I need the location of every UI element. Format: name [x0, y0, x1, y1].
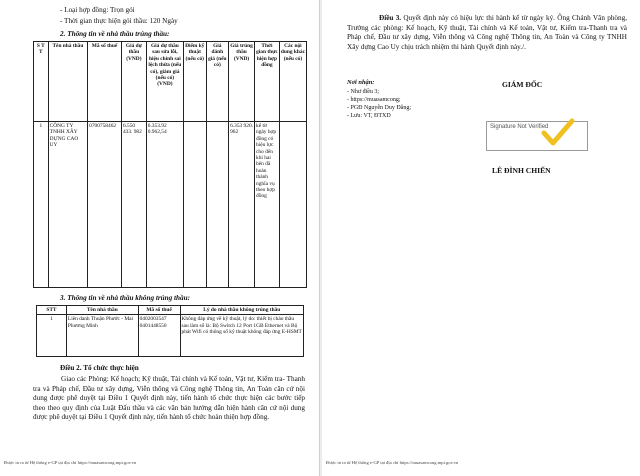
- right-page: [322, 0, 640, 476]
- winner-th: Mã số thuế: [88, 42, 122, 122]
- loser-td: 0402003547 0401448550: [138, 315, 180, 357]
- winner-th: Giá dự thầu (VND): [121, 42, 146, 122]
- winner-th: Các nội dung khác (nếu có): [279, 42, 306, 122]
- recipient-item: - https://muasamcong;: [347, 97, 401, 103]
- winner-td: 1: [34, 122, 49, 288]
- winner-td: [206, 122, 229, 288]
- winner-th: Giá dự thầu sau sửa lỗi, hiệu chỉnh sai lệch thừa (nếu có), giảm giá (nếu có) (VND): [146, 42, 183, 122]
- right-footer: Được in ra từ Hệ thống e-GP tại địa chỉ https://muasamcong.mpi.gov.vn: [326, 460, 459, 465]
- article3-paragraph: [347, 14, 627, 52]
- loser-table-header: [37, 306, 304, 315]
- winner-th: Giá đánh giá (nếu có): [206, 42, 229, 122]
- winner-th: Tên nhà thầu: [48, 42, 87, 122]
- loser-th: Tên nhà thầu: [66, 306, 138, 315]
- article3-title: Điều 3.: [379, 14, 402, 22]
- loser-td: 1: [37, 315, 67, 357]
- section2-title: 2. Thông tin về nhà thầu trúng thầu:: [60, 30, 170, 38]
- loser-th: Mã số thuế: [138, 306, 180, 315]
- winner-td: 6.550 433. 982: [121, 122, 146, 288]
- winner-td: CÔNG TY TNHH XÂY DỰNG CAO UY: [48, 122, 87, 288]
- article2-body: Giao các Phòng: Kế hoạch; Kỹ thuật, Tài chính và Kế toán, Vật tư, Kiểm tra- Thanh tra và Pháp chế, Đầu tư xây dựng, Viễn thông và Công nghệ Thông tin, An Toàn căn cứ nội dung được phê duyệt tại Điều 1 Quyết định này, tiến hành tổ chức thực hiện các bước tiếp theo theo quy định của Luật Đấu thầu và các văn bản hướng dẫn hiện hành căn cứ nội dung được phê duyệt tại Điều 1 Quyết định này, tiến hành tổ chức hoàn thiện hợp đồng.: [33, 375, 305, 422]
- loser-td: Liên danh Thuận Phước - Mai Phương Minh: [66, 315, 138, 357]
- winner-td: 6.353 920. 962: [229, 122, 255, 288]
- contract-type: - Loại hợp đồng: Trọn gói: [60, 6, 135, 14]
- recipient-item: - Lưu: VT, ĐTXD: [347, 113, 391, 119]
- table-row: [34, 122, 307, 288]
- recipient-item: - PGĐ Nguyễn Duy Đăng;: [347, 105, 411, 111]
- winner-th: Giá trúng thầu (VND): [229, 42, 255, 122]
- winner-td: kể từ ngày hợp đồng có hiệu lực cho đến khi hai bên đã hoàn thành nghĩa vụ theo hợp đồng: [255, 122, 280, 288]
- recipients-title: Nơi nhận:: [347, 79, 375, 86]
- loser-th: STT: [37, 306, 67, 315]
- article3-body: Quyết định này có hiệu lực thi hành kể từ ngày ký. Ông Chánh Văn phòng, Trưởng các phòng: Kế hoạch, Kỹ thuật, Tài chính và Kế toán, Vật tư, Kiểm tra-Thanh tra và Pháp chế, Đầu tư xây dựng, Viễn thông và Công nghệ Thông tin, An Toàn và Công ty TNHH Xây dựng Cao Uy chịu trách nhiệm thi hành Quyết định này./.: [347, 14, 627, 51]
- winner-td: [183, 122, 206, 288]
- loser-th: Lý do nhà thầu không trúng thầu: [180, 306, 303, 315]
- winner-th: Thời gian thực hiện hợp đồng: [255, 42, 280, 122]
- duration: - Thời gian thực hiện gói thầu: 120 Ngày: [60, 17, 178, 25]
- winner-td: 6.353.92 0.962,54: [146, 122, 183, 288]
- left-footer: Được in ra từ Hệ thống e-GP tại địa chỉ https://muasamcong.mpi.gov.vn: [4, 460, 137, 465]
- signature-label: Signature Not Verified: [490, 124, 549, 130]
- section3-title: 3. Thông tin về nhà thầu không trúng thầu:: [60, 294, 191, 302]
- signer-name: LÊ ĐÌNH CHIẾN: [492, 166, 551, 175]
- winner-td: [279, 122, 306, 288]
- winner-table-header: [34, 42, 307, 122]
- winner-th: S T T: [34, 42, 49, 122]
- table-row: [37, 315, 304, 357]
- loser-table: [36, 305, 304, 357]
- signature-stamp: [486, 121, 588, 151]
- signer-title: GIÁM ĐỐC: [502, 80, 543, 89]
- recipient-item: - Như điều 3;: [347, 89, 380, 95]
- loser-td: Không đáp ứng về kỹ thuật, lý do: thiết bị chào thầu sau làm số là: Bộ Switch 12 Port 1GB Ethernet và Bộ phát Wifi có thông số kỹ thuật không đáp ứng E-HSMT: [180, 315, 303, 357]
- winner-table: [33, 41, 307, 288]
- winner-td: 0700758462: [88, 122, 122, 288]
- article2-title: Điều 2. Tổ chức thực hiện: [60, 364, 139, 372]
- winner-th: Điểm kỹ thuật (nếu có): [183, 42, 206, 122]
- check-mark-icon: [541, 118, 575, 148]
